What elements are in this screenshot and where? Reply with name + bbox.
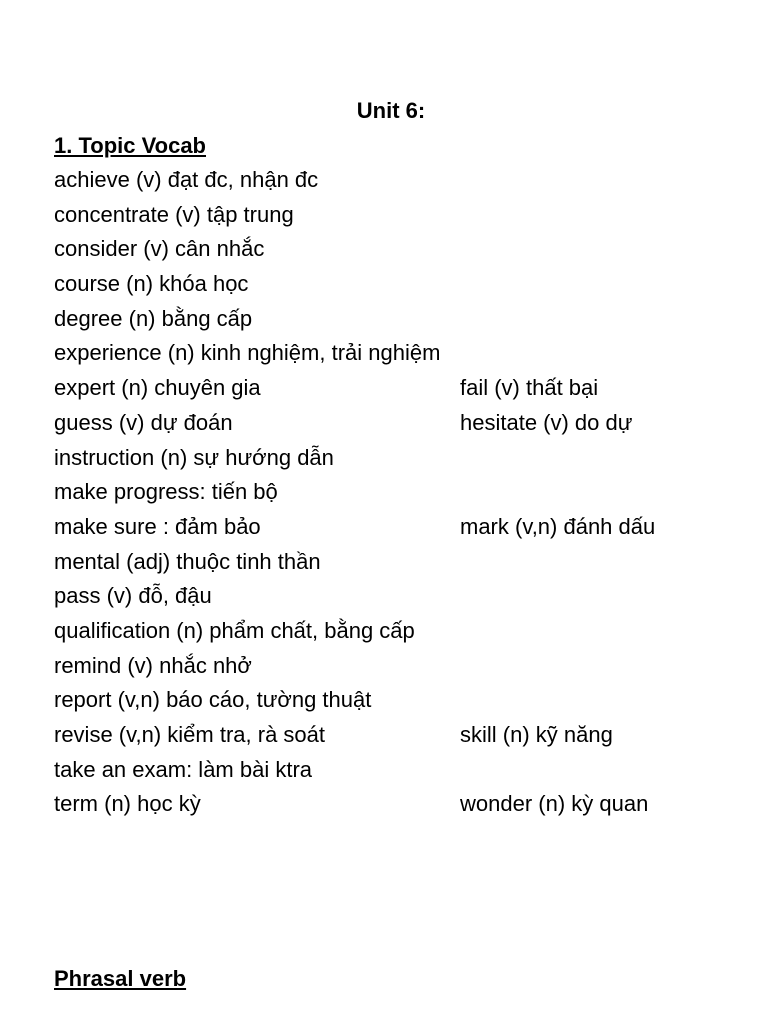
vocab-entry-left: guess (v) dự đoán [54,409,233,435]
vocab-row [54,477,734,512]
vocab-entry-left: instruction (n) sự hướng dẫn [54,444,334,470]
page-title: Unit 6: [356,98,426,123]
vocab-row [54,720,734,755]
vocab-row [54,651,734,686]
vocab-entry-left: achieve (v) đạt đc, nhận đc [54,167,319,192]
vocab-row [54,269,734,304]
vocab-row [54,512,734,547]
vocab-entry-left: mental (adj) thuộc tinh thần [54,548,321,574]
vocab-entry-left: expert (n) chuyên gia [54,375,261,401]
vocab-entry-right: skill (n) kỹ năng [460,722,613,747]
vocab-row [54,373,734,408]
vocab-row [54,304,734,339]
vocab-entry-left: concentrate (v) tập trung [54,201,294,227]
section-heading-topic-vocab: 1. Topic Vocab [54,133,206,158]
vocab-list [54,165,734,824]
vocab-entry-right: wonder (n) kỳ quan [460,791,649,817]
vocab-row [54,685,734,720]
vocab-row [54,581,734,616]
vocab-entry-left: report (v,n) báo cáo, tường thuật [54,687,372,713]
vocab-entry-left: take an exam: làm bài ktra [54,756,313,782]
vocab-entry-right: mark (v,n) đánh dấu [460,513,656,539]
vocab-row [54,234,734,269]
vocab-entry-left: consider (v) cân nhắc [54,236,265,262]
vocab-entry-left: make progress: tiến bộ [54,479,278,505]
vocab-entry-left: degree (n) bằng cấp [54,305,253,331]
vocab-entry-left: experience (n) kinh nghiệm, trải nghiệm [54,340,441,366]
vocab-entry-right: hesitate (v) do dự [460,409,633,435]
vocab-entry-left: term (n) học kỳ [54,791,201,817]
vocab-row [54,789,734,824]
vocab-entry-left: qualification (n) phẩm chất, bằng cấp [54,617,415,643]
section-heading-phrasal-verb: Phrasal verb [54,966,187,991]
vocab-entry-left: pass (v) đỗ, đậu [54,583,212,609]
vocab-entry-right: fail (v) thất bại [460,375,599,401]
vocab-entry-left: revise (v,n) kiểm tra, rà soát [54,722,325,747]
vocab-row [54,200,734,235]
vocab-row [54,165,734,200]
vocab-entry-left: course (n) khóa học [54,271,249,297]
vocab-row [54,408,734,443]
vocab-entry-left: make sure : đảm bảo [54,513,261,539]
vocab-row [54,755,734,790]
vocab-row [54,616,734,651]
vocab-row [54,443,734,478]
vocab-row [54,338,734,373]
vocab-entry-left: remind (v) nhắc nhở [54,652,252,678]
vocab-row [54,547,734,582]
